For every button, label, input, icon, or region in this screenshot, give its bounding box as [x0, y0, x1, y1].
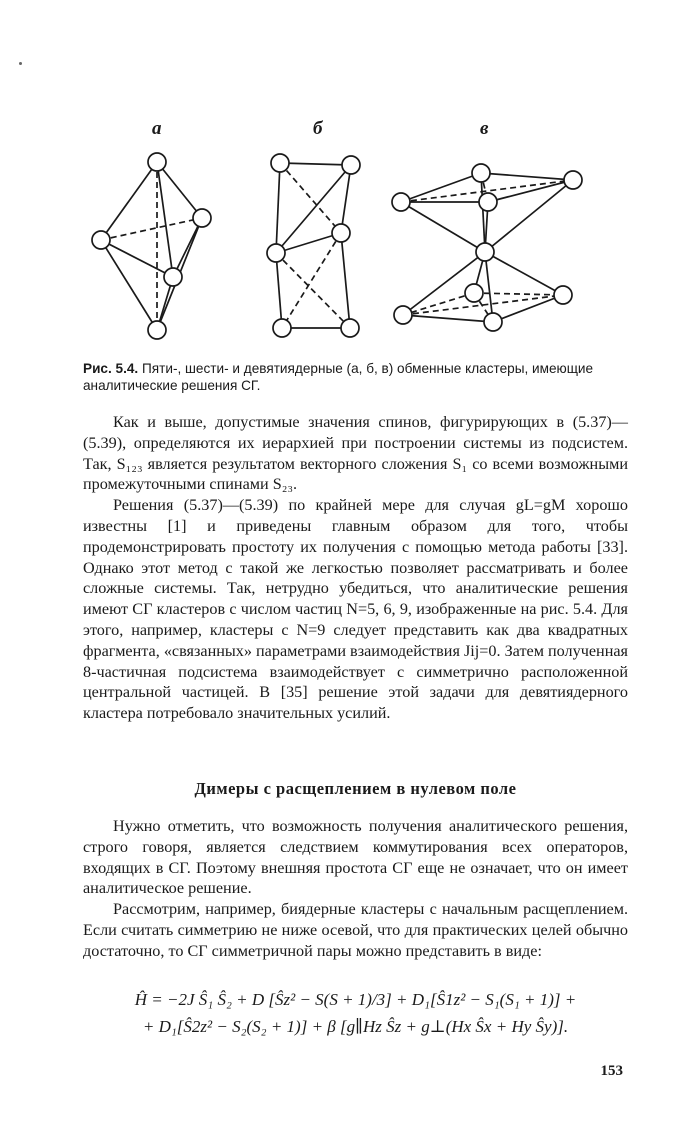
- paragraph: Как и выше, допустимые значения спинов, фигурирующих в (5.37)—(5.39), определяются их иерархией при построении системы из подсистем. Так, S₁₂₃ является результатом векторного сложения S₁ со всеми возможными промежуточными спинами S₂₃.: [83, 413, 628, 494]
- cluster-figure: [70, 140, 610, 360]
- paragraph: Решения (5.37)—(5.39) по крайней мере для случая gL=gM хорошо известны [1] и приведены главным образом для того, чтобы продемонстрировать простоту их получения с помощью метода работы [33]. Однако этот метод с такой же легкостью позволяет рассматривать и более сложные системы. Так, нетрудно убедиться, что аналитические решения имеют СГ кластеров с числом частиц N=5, 6, 9, изображенные на рис. 5.4. Для этого, например, кластеры с N=9 следует представить как два квадратных фрагмента, «связанных» параметрами взаимодействия Jij=0. Затем полученная 8-частичная подсистема взаимодействует с симметрично расположенной центральной частицей. В [35] решение этой задачи для девятиядерного кластера потребовало значительных усилий.: [83, 496, 628, 723]
- cluster-b: [276, 163, 351, 328]
- section-heading: Димеры с расщеплением в нулевом поле: [194, 779, 517, 798]
- page-number: 153: [600, 1063, 623, 1079]
- cluster-a: [101, 162, 202, 330]
- paragraph: Рассмотрим, например, биядерные кластеры с начальным расщеплением. Если считать симметрию не ниже осевой, что для практических целей обычно достаточно, то СГ симметричной пары можно представить в виде:: [83, 900, 628, 960]
- scan-speck: [19, 62, 22, 65]
- paragraph: Нужно отметить, что возможность получения аналитического решения, строго говоря, является следствием коммутирования всех операторов, входящих в СГ. Поэтому внешняя простота СГ еще не означает, что он имеет аналитическое решение.: [83, 817, 628, 898]
- formula-line-2: + D₁[Ŝ2z² − S₂(S₂ + 1)] + β [g∥Hz Ŝz + g⊥(Hx Ŝx + Hy Ŝy)].: [142, 1017, 569, 1036]
- figure-label-a: а: [152, 118, 162, 139]
- figure-caption: [83, 360, 628, 394]
- figure-label-b: б: [313, 118, 323, 139]
- figure-label-c: в: [480, 118, 489, 139]
- caption-prefix: Рис. 5.4.: [83, 361, 139, 376]
- body-text-2: [83, 816, 628, 962]
- body-text-1: [83, 412, 628, 724]
- formula-line-1: Ĥ = −2J Ŝ₁ Ŝ₂ + D [Ŝz² − S(S + 1)/3] + D₁[Ŝ1z² − S₁(S₁ + 1)] +: [134, 990, 577, 1009]
- caption-text: Пяти-, шести- и девятиядерные (а, б, в) обменные кластеры, имеющие аналитические решения СГ.: [83, 361, 594, 393]
